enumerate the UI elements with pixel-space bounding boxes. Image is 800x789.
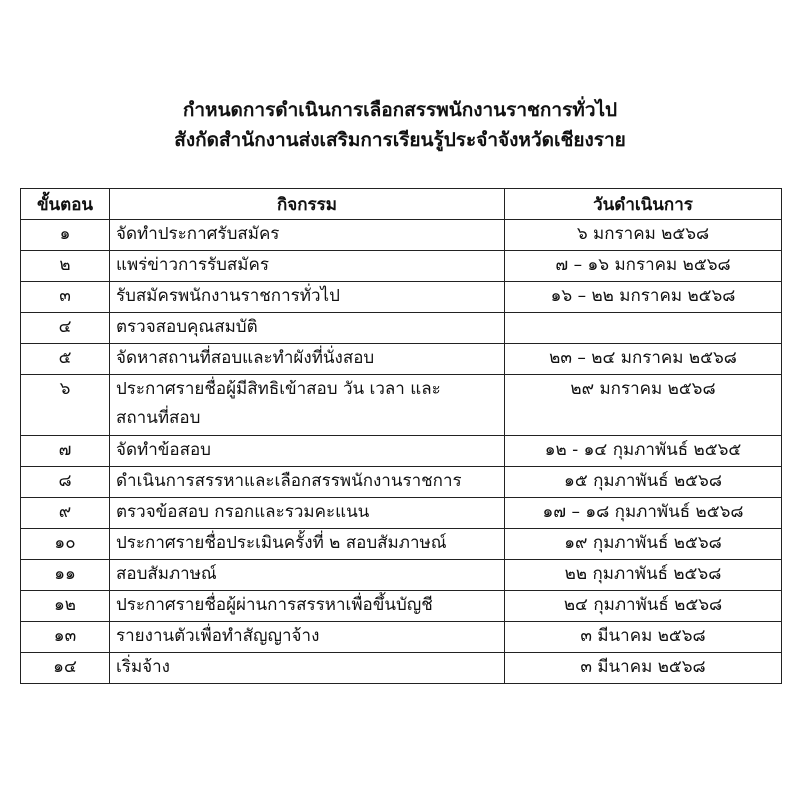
table-row [21, 436, 782, 467]
table-row [21, 313, 782, 344]
date-cell: ๒๙ มกราคม ๒๕๖๘ [505, 375, 782, 436]
header-activity: กิจกรรม [110, 189, 505, 220]
date-cell: ๑๗ – ๑๘ กุมภาพันธ์ ๒๕๖๘ [505, 498, 782, 529]
step-cell: ๗ [21, 436, 110, 467]
schedule-table [20, 188, 782, 684]
step-cell: ๑๒ [21, 591, 110, 622]
activity-cell: ประกาศรายชื่อประเมินครั้งที่ ๒ สอบสัมภาษณ์ [110, 529, 505, 560]
step-cell: ๑ [21, 220, 110, 251]
activity-cell: ประกาศรายชื่อผู้ผ่านการสรรหาเพื่อขึ้นบัญชี [110, 591, 505, 622]
date-cell [505, 313, 782, 344]
date-cell: ๑๖ – ๒๒ มกราคม ๒๕๖๘ [505, 282, 782, 313]
activity-cell: จัดหาสถานที่สอบและทำผังที่นั่งสอบ [110, 344, 505, 375]
step-cell: ๙ [21, 498, 110, 529]
table-row [21, 344, 782, 375]
table-row [21, 498, 782, 529]
date-cell: ๑๒ - ๑๔ กุมภาพันธ์ ๒๕๖๕ [505, 436, 782, 467]
step-cell: ๘ [21, 467, 110, 498]
table-row [21, 375, 782, 436]
date-cell: ๗ – ๑๖ มกราคม ๒๕๖๘ [505, 251, 782, 282]
step-cell: ๑๐ [21, 529, 110, 560]
table-row [21, 220, 782, 251]
activity-cell: จัดทำข้อสอบ [110, 436, 505, 467]
activity-cell: ดำเนินการสรรหาและเลือกสรรพนักงานราชการ [110, 467, 505, 498]
table-row [21, 653, 782, 684]
header-step: ขั้นตอน [21, 189, 110, 220]
step-cell: ๒ [21, 251, 110, 282]
table-row [21, 591, 782, 622]
date-cell: ๒๔ กุมภาพันธ์ ๒๕๖๘ [505, 591, 782, 622]
step-cell: ๖ [21, 375, 110, 436]
step-cell: ๑๔ [21, 653, 110, 684]
activity-cell: ตรวจข้อสอบ กรอกและรวมคะแนน [110, 498, 505, 529]
table-row [21, 560, 782, 591]
step-cell: ๑๑ [21, 560, 110, 591]
activity-cell [110, 375, 505, 436]
table-row [21, 529, 782, 560]
header-date: วันดำเนินการ [505, 189, 782, 220]
activity-cell: ตรวจสอบคุณสมบัติ [110, 313, 505, 344]
date-cell: ๓ มีนาคม ๒๕๖๘ [505, 653, 782, 684]
date-cell: ๓ มีนาคม ๒๕๖๘ [505, 622, 782, 653]
date-cell: ๑๙ กุมภาพันธ์ ๒๕๖๘ [505, 529, 782, 560]
document-title-line2: สังกัดสำนักงานส่งเสริมการเรียนรู้ประจำจังหวัดเชียงราย [174, 129, 626, 151]
step-cell: ๔ [21, 313, 110, 344]
step-cell: ๓ [21, 282, 110, 313]
date-cell: ๒๓ – ๒๔ มกราคม ๒๕๖๘ [505, 344, 782, 375]
step-cell: ๑๓ [21, 622, 110, 653]
table-row [21, 622, 782, 653]
activity-cell: จัดทำประกาศรับสมัคร [110, 220, 505, 251]
step-cell: ๕ [21, 344, 110, 375]
date-cell: ๖ มกราคม ๒๕๖๘ [505, 220, 782, 251]
table-header-row [21, 189, 782, 220]
activity-cell: สอบสัมภาษณ์ [110, 560, 505, 591]
date-cell: ๒๒ กุมภาพันธ์ ๒๕๖๘ [505, 560, 782, 591]
table-row [21, 467, 782, 498]
date-cell: ๑๕ กุมภาพันธ์ ๒๕๖๘ [505, 467, 782, 498]
table-row [21, 251, 782, 282]
activity-line1: ประกาศรายชื่อผู้มีสิทธิเข้าสอบ วัน เวลา และ [116, 379, 441, 399]
activity-cell: เริ่มจ้าง [110, 653, 505, 684]
activity-line2: สถานที่สอบ [116, 408, 201, 428]
activity-cell: รับสมัครพนักงานราชการทั่วไป [110, 282, 505, 313]
document-title-line1: กำหนดการดำเนินการเลือกสรรพนักงานราชการทั่วไป [182, 99, 618, 121]
table-row [21, 282, 782, 313]
activity-cell: รายงานตัวเพื่อทำสัญญาจ้าง [110, 622, 505, 653]
activity-cell: แพร่ข่าวการรับสมัคร [110, 251, 505, 282]
